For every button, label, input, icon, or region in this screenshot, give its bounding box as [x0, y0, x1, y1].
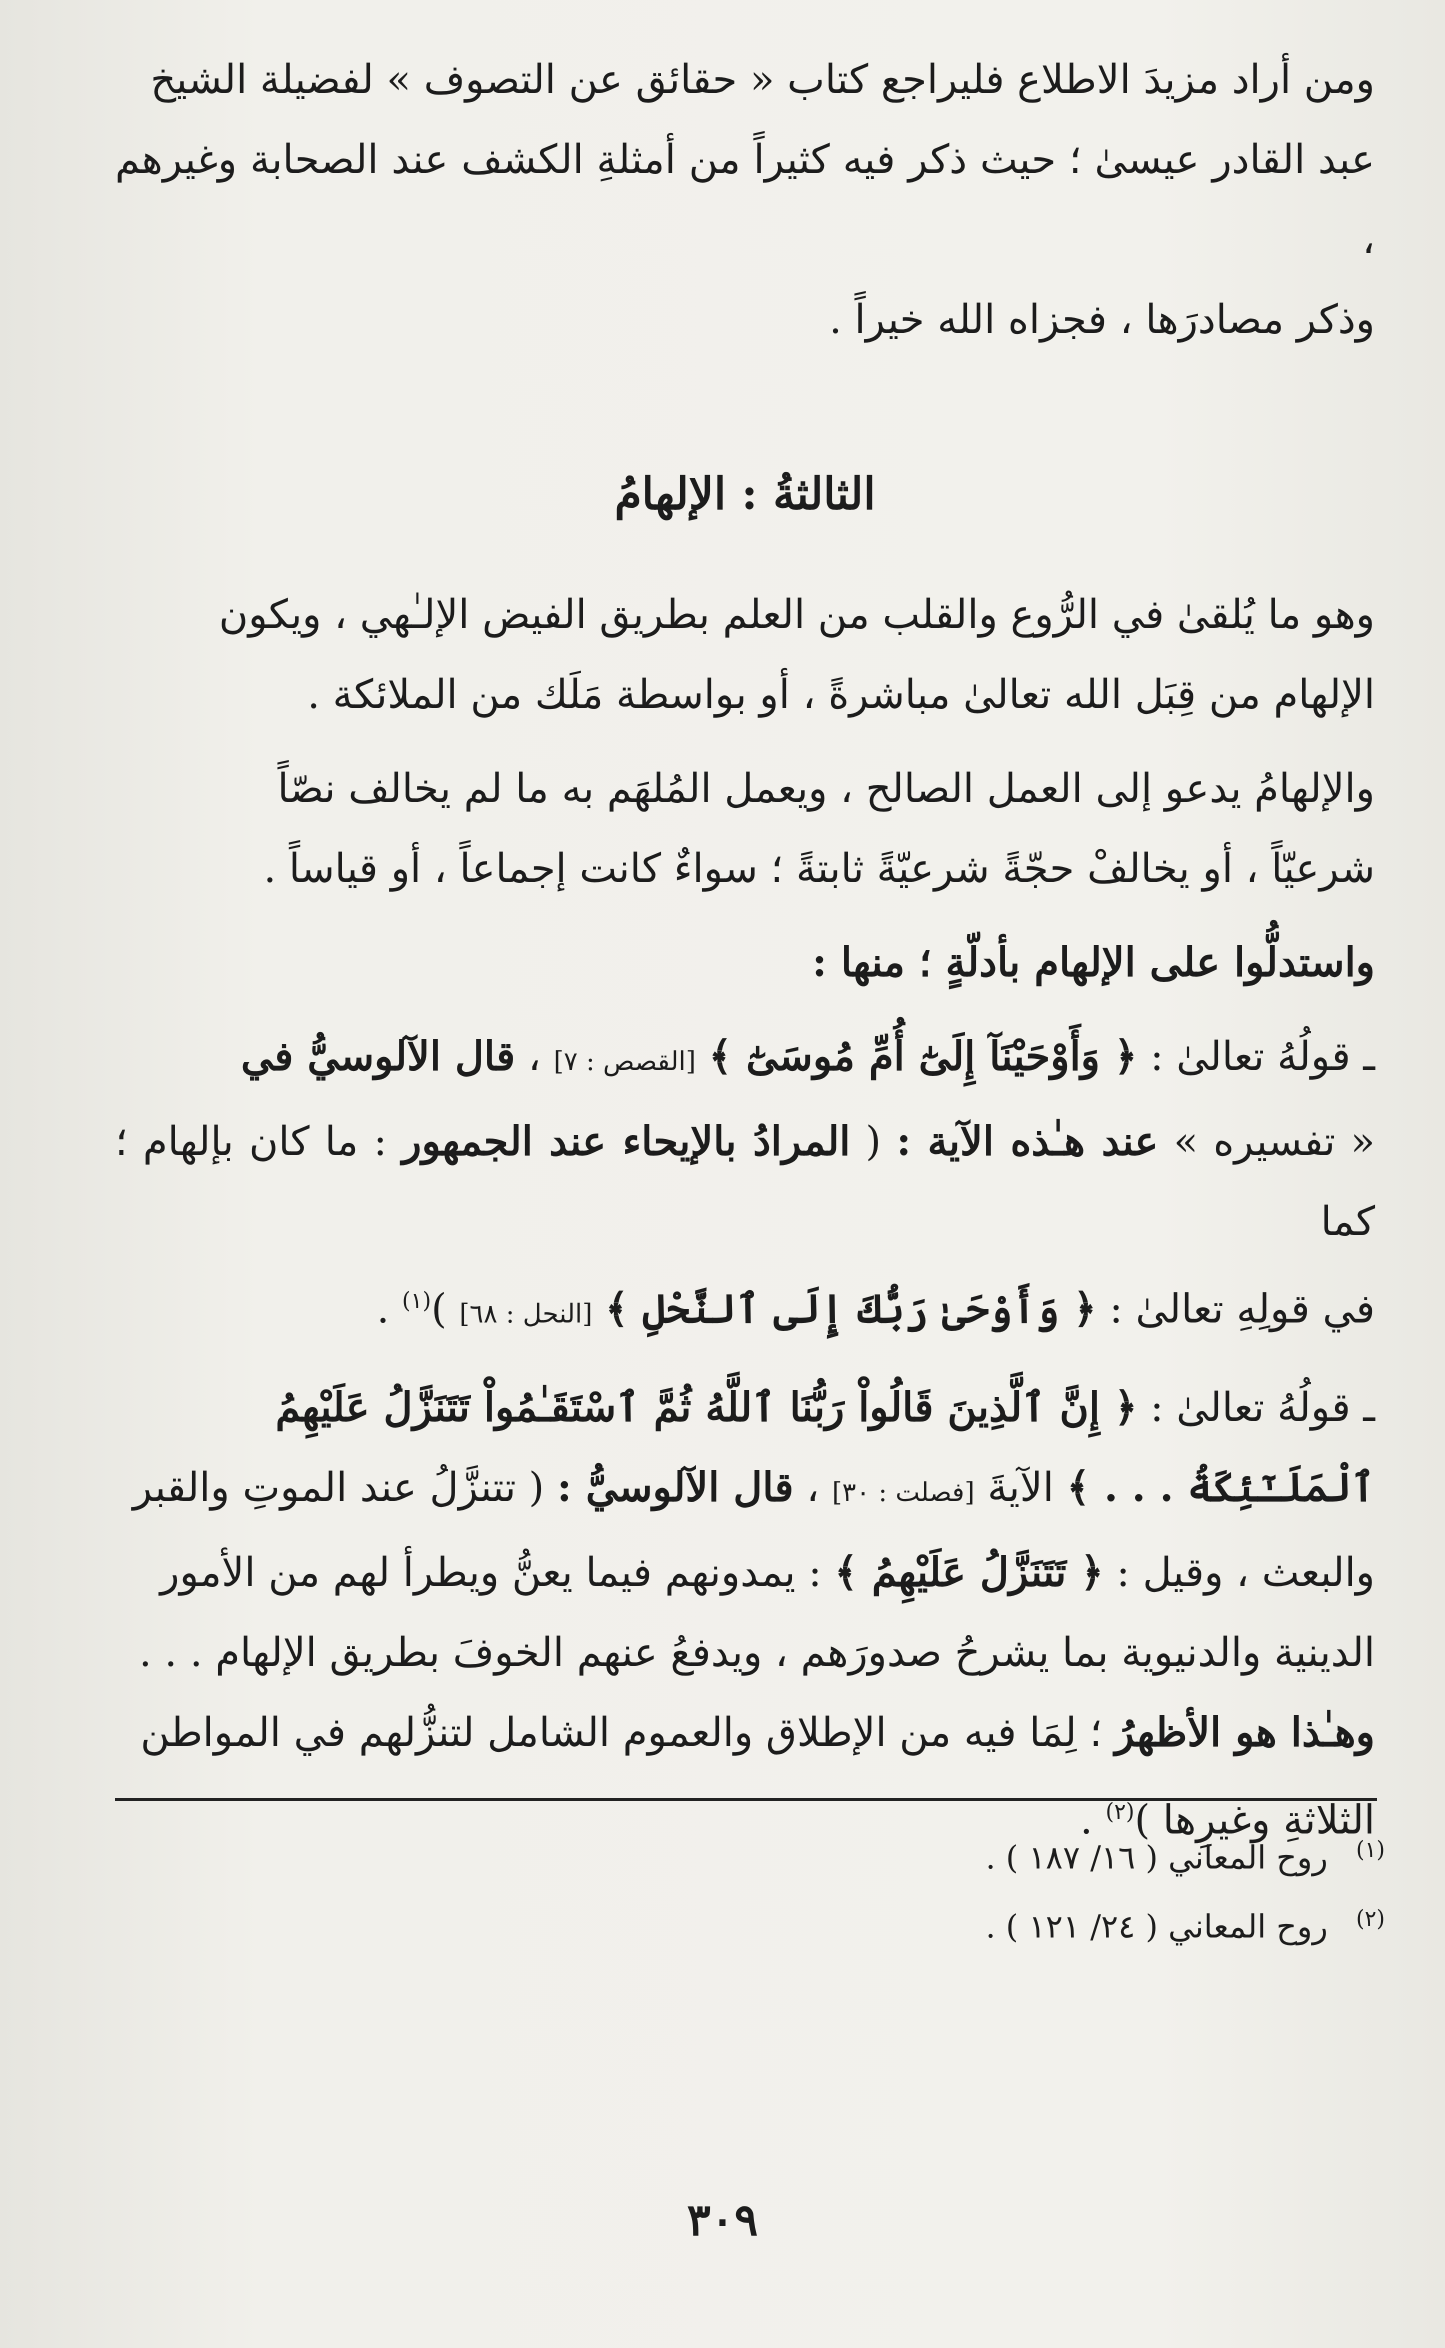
footnote-text: روح المعاني ( ٢٤/ ١٢١ ) .	[985, 1907, 1328, 1946]
conditions-paragraph	[115, 749, 1375, 909]
footnote-item	[115, 1820, 1385, 1889]
bold-text: قال الآلوسيُّ في	[240, 1033, 516, 1080]
text-line: الدينية والدنيوية بما يشرحُ صدورَهم ، ويدفعُ عنهم الخوفَ بطريق الإلهام . . .	[139, 1630, 1375, 1677]
verse-reference: [القصص : ٧]	[553, 1047, 696, 1077]
section-heading: الثالثةُ : الإلهامُ	[614, 469, 876, 520]
text-line: الإلهام من قِبَل الله تعالىٰ مباشرةً ، أو بواسطة مَلَك من الملائكة .	[307, 672, 1375, 718]
text: الثلاثةِ وغيرِها )	[1134, 1797, 1375, 1844]
bold-text: عند هـٰذه الآية :	[896, 1118, 1159, 1165]
text: ( تتنزَّلُ عند الموتِ والقبر	[132, 1465, 545, 1512]
footnotes	[115, 1820, 1385, 1957]
text-line: وذكر مصادرَها ، فجزاه الله خيراً .	[829, 297, 1375, 343]
footnote-divider	[115, 1798, 1377, 1801]
bold-text: وهـٰذا هو الأظهرُ	[1114, 1709, 1375, 1757]
text: والبعث ، وقيل :	[1116, 1550, 1375, 1597]
text: ؛ لِمَا فيه من الإطلاق والعموم الشامل لتنزُّلهم في المواطن	[140, 1710, 1103, 1757]
text: )	[431, 1286, 447, 1333]
text: في قولِهِ تعالىٰ :	[1109, 1286, 1375, 1333]
footnote-number: (١)	[1355, 1838, 1385, 1863]
text-line	[115, 1448, 1375, 1533]
evidence-two-paragraph	[115, 1368, 1375, 1860]
bold-text: قال الآلوسيُّ :	[557, 1464, 794, 1512]
verse-reference: [النحل : ٦٨]	[459, 1299, 593, 1330]
footnote-item	[115, 1889, 1385, 1958]
quran-verse: ﴿ تَتَنَزَّلُ عَلَيْهِمُ ﴾	[834, 1549, 1104, 1597]
footnote-text: روح المعاني ( ١٦/ ١٨٧ ) .	[985, 1838, 1328, 1877]
text: الآيةَ	[987, 1465, 1054, 1512]
evidence-one-paragraph	[115, 1017, 1375, 1354]
footnote-marker[interactable]: (٢)	[1105, 1800, 1135, 1826]
text: .	[1080, 1797, 1093, 1844]
text-line	[115, 1693, 1375, 1773]
text-line: شرعيّاً ، أو يخالفْ حجّةً شرعيّةً ثابتةً ؛ سواءٌ كانت إجماعاً ، أو قياساً .	[263, 846, 1375, 892]
quran-verse: ﴿ وَأَوْحَىٰ رَبُّكَ إِلَى ٱلنَّحْلِ ﴾	[605, 1285, 1097, 1333]
evidence-intro: واستدلُّوا على الإلهام بأدلّةٍ ؛ منها :	[812, 939, 1375, 986]
quran-verse: ٱلْمَلَـٰٓئِكَةُ . . . ﴾	[1066, 1464, 1375, 1512]
footnote-number: (٢)	[1355, 1906, 1385, 1932]
text: ـ قولُهُ تعالىٰ :	[1150, 1385, 1375, 1432]
definition-paragraph	[115, 575, 1375, 735]
text-line: والإلهامُ يدعو إلى العمل الصالح ، ويعمل المُلهَم به ما لم يخالف نصّاً	[277, 766, 1375, 812]
text-line	[115, 1017, 1375, 1102]
quran-verse: ﴿ إِنَّ ٱلَّذِينَ قَالُواْ رَبُّنَا ٱللَّهُ ثُمَّ ٱسْتَقَـٰمُواْ تَتَنَزَّلُ عَلَيْهِمُ	[275, 1384, 1138, 1432]
text-line	[115, 1262, 1375, 1354]
bold-text: المرادُ بالإيحاء عند الجمهور	[402, 1118, 851, 1165]
verse-reference: [فصلت : ٣٠]	[831, 1478, 975, 1509]
page-number: ٣٠٩	[687, 2195, 758, 2246]
text: (	[865, 1119, 882, 1165]
text-line	[115, 1102, 1375, 1262]
footnote-marker[interactable]: (١)	[402, 1289, 432, 1314]
text: : يمدونهم فيما يعنُّ ويطرأ لهم من الأمور	[160, 1550, 822, 1597]
text-line	[115, 1368, 1375, 1448]
text-line: ومن أراد مزيدَ الاطلاع فليراجع كتاب « حقائق عن التصوف » لفضيلة الشيخ	[150, 57, 1375, 103]
text-line: عبد القادر عيسىٰ ؛ حيث ذكر فيه كثيراً من أمثلةِ الكشف عند الصحابة وغيرهم ،	[115, 137, 1375, 263]
text: ،	[527, 1034, 541, 1080]
text: : ما كان بإلهام ؛ كما	[115, 1119, 1375, 1245]
text: ـ قولُهُ تعالىٰ :	[1150, 1034, 1375, 1080]
text-line: وهو ما يُلقىٰ في الرُّوع والقلب من العلم بطريق الفيض الإلـٰهي ، ويكون	[218, 592, 1375, 638]
text: ،	[806, 1465, 820, 1512]
text: « تفسيره »	[1173, 1119, 1376, 1165]
text-line	[115, 1533, 1375, 1613]
text: .	[376, 1286, 390, 1333]
intro-paragraph	[115, 40, 1375, 360]
quran-verse: ﴿ وَأَوْحَيْنَآ إِلَىٰٓ أُمِّ مُوسَىٰٓ ﴾	[708, 1033, 1138, 1080]
